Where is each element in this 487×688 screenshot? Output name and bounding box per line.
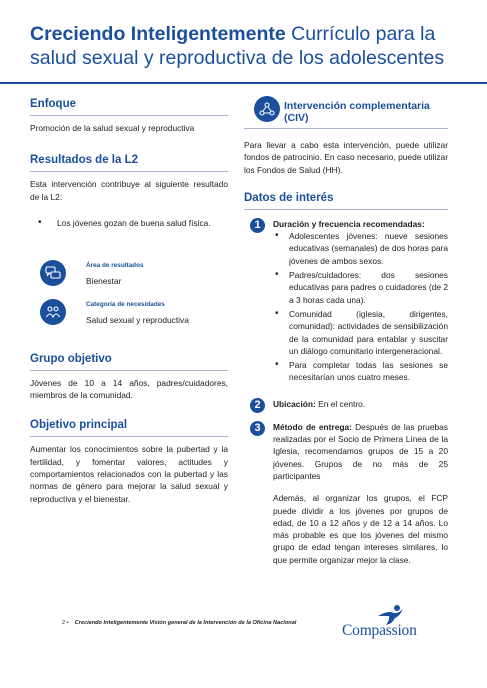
logo-text: Compassion: [342, 622, 417, 639]
categoria-block: [30, 299, 228, 326]
dato-1-title: Duración y frecuencia recomendadas:: [273, 218, 425, 229]
enfoque-heading: Enfoque: [30, 98, 228, 116]
objetivo-text: Aumentar los conocimientos sobre la pubertad y la fertilidad, y fomentar valores, actitudes y comportamientos relacionados con la pubertad y las normas de género para mejorar la salud sexual y reproductiva y el bienestar.: [30, 444, 228, 504]
civ-header: [244, 96, 448, 129]
enfoque-text: Promoción de la salud sexual y reproductiva: [30, 123, 195, 133]
left-column: [30, 96, 228, 505]
grupo-heading: Grupo objetivo: [30, 353, 228, 371]
resultados-text: Esta intervención contribuye al siguiente resultado de la L2:: [30, 179, 228, 202]
resultados-bullet: • Los jóvenes gozan de buena salud física.: [30, 217, 228, 229]
resultados-list: [30, 217, 228, 229]
dato-3-extra: Además, al organizar los grupos, el FCP puede dividir a los jóvenes por grupos de edad, de 10 a 12 años y de 12 a 14 años. Lo más probable es que los jóvenes del mismo grupo de edad tengan intereses similares, lo que permite organizar mejor la clase.: [273, 493, 448, 565]
objetivo-heading: Objetivo principal: [30, 419, 228, 437]
number-badge-3: 3: [250, 421, 265, 436]
network-nodes-icon: [254, 96, 280, 122]
page-header: [30, 22, 460, 70]
list-item: • Adolescentes jóvenes: nueve sesiones educativas (semanales) de dos horas para jóvenes de ambos sexos.: [273, 230, 448, 267]
area-label: Área de resultados: [86, 262, 144, 270]
number-badge-2: 2: [250, 398, 265, 413]
header-rule: [0, 82, 487, 84]
list-item: • Padres/cuidadores: dos sesiones educativas para padres o cuidadores (de 2 a 3 horas cada una).: [273, 269, 448, 306]
title-rest: Currículo para la: [291, 23, 436, 45]
dato-2: [244, 398, 448, 413]
chat-bubbles-icon: [40, 260, 66, 286]
page-title: [30, 22, 460, 70]
resultados-heading: Resultados de la L2: [30, 154, 228, 172]
right-column: [244, 96, 448, 566]
civ-text: Para llevar a cabo esta intervención, puede utilizar fondos de patrocinio. En caso necesario, puede utilizar los Fondos de Salud (HH).: [244, 140, 448, 175]
page-number: 2 •: [62, 620, 69, 626]
datos-heading: Datos de interés: [244, 192, 448, 210]
dato-2-text: En el centro.: [315, 398, 366, 409]
dato-1: [244, 218, 448, 386]
title-line2: salud sexual y reproductiva de los adolescentes: [30, 47, 445, 69]
dato-3-text: Después de las pruebas realizadas por el Socio de Primera Línea de la Iglesia, recomendamos grupos de 15 a 20 jóvenes. Grupos de no más de 25 participantes: [273, 421, 448, 481]
dato-2-title: Ubicación:: [273, 398, 316, 409]
dato-3-title: Método de entrega:: [273, 421, 352, 432]
grupo-text: Jóvenes de 10 a 14 años, padres/cuidadores, miembros de la comunidad.: [30, 377, 228, 401]
civ-heading: Intervención complementaria (CIV): [284, 100, 430, 124]
categoria-value: Salud sexual y reproductiva: [86, 315, 189, 326]
dato-3: [244, 421, 448, 566]
footer-text: Creciendo Inteligentemente Visión general de la Intervención de la Oficina Nacional: [74, 620, 297, 626]
dato-1-list: [273, 230, 448, 384]
number-badge-1: 1: [250, 218, 265, 233]
compassion-logo: [342, 604, 434, 640]
people-icon: [40, 299, 66, 325]
list-item: • Comunidad (iglesia, dirigentes, comunidad): actividades de sensibilización de la comunidad para entablar y suscitar un diálogo comunitario intergeneracional.: [273, 308, 448, 357]
list-item: • Para completar todas las sesiones se necesitarían unos cuatro meses.: [273, 359, 448, 384]
categoria-label: Categoría de necesidades: [86, 301, 165, 309]
page-footer: [62, 620, 296, 626]
area-block: [30, 260, 228, 287]
title-bold: Creciendo Inteligentemente: [30, 23, 286, 45]
area-value: Bienestar: [86, 276, 122, 287]
